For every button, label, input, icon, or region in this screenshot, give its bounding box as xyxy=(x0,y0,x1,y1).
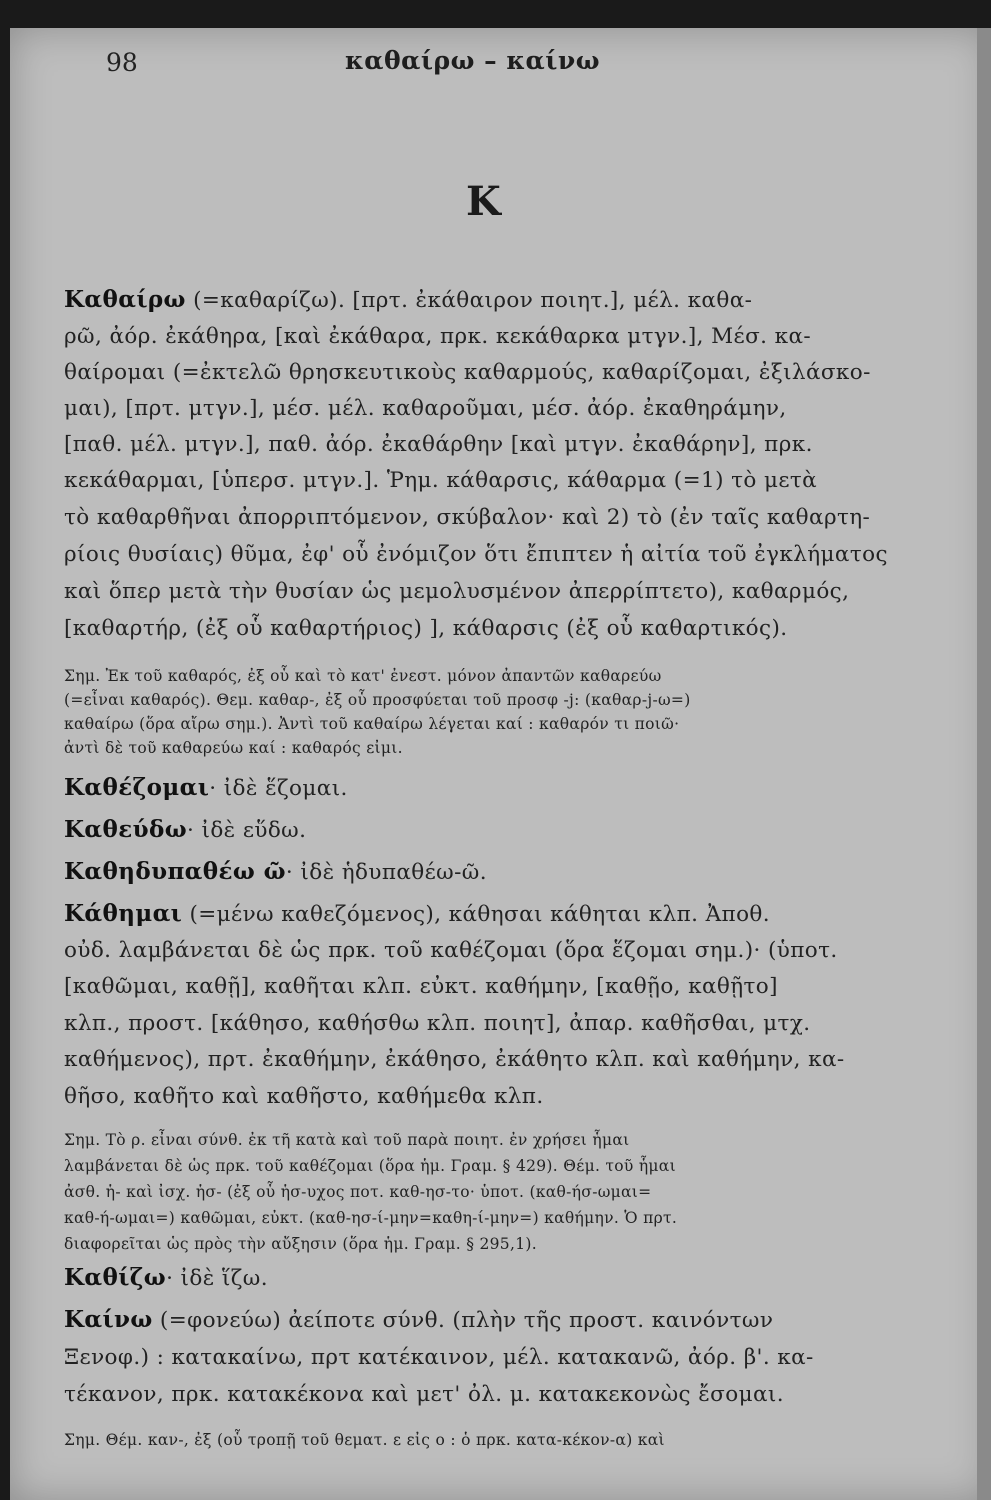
line-text: οὐδ. λαμβάνεται δὲ ὡς πρκ. τοῦ καθέζομαι (ὅρα ἕζομαι σημ.)· (ὑποτ. xyxy=(64,938,838,963)
headword: Καθίζω xyxy=(64,1264,167,1291)
line-text: καθ-ή-ωμαι=) καθῶμαι, εὐκτ. (καθ-ησ-ί-μην=καθη-ί-μην=) καθήμην. Ὁ πρτ. xyxy=(64,1209,678,1227)
line-text: Σημ. Ἐκ τοῦ καθαρός, ἐξ οὗ καὶ τὸ κατ' ἐνεστ. μόνον ἀπαντῶν καθαρεύω xyxy=(64,667,662,685)
headword: Καίνω xyxy=(64,1306,153,1333)
headword: Καθηδυπαθέω ῶ xyxy=(64,858,286,885)
line-text: ἀντὶ δὲ τοῦ καθαρεύω καί : καθαρός εἰμι. xyxy=(64,739,403,757)
page-number: 98 xyxy=(106,48,138,77)
line-text: θῆσο, καθῆτο καὶ καθῆστο, καθήμεθα κλπ. xyxy=(64,1084,544,1109)
line-text: κεκάθαρμαι, [ὑπερσ. μτγν.]. Ῥημ. κάθαρσις, κάθαρμα (=1) τὸ μετὰ xyxy=(64,468,818,493)
line-text: (=καθαρίζω). [πρτ. ἐκάθαιρον ποιητ.], μέλ. καθα- xyxy=(185,288,753,313)
text-line xyxy=(64,936,904,963)
line-text: κλπ., προστ. [κάθησο, καθήσθω κλπ. ποιητ], ἀπαρ. καθῆσθαι, μτχ. xyxy=(64,1011,811,1036)
note-line xyxy=(64,660,904,687)
line-text: [παθ. μέλ. μτγν.], παθ. ἀόρ. ἐκαθάρθην [καὶ μτγν. ἐκαθάρην], πρκ. xyxy=(64,432,813,457)
text-line xyxy=(64,430,904,457)
line-text: · ἰδὲ εὕδω. xyxy=(187,818,307,843)
text-line xyxy=(64,358,904,385)
line-text: καθήμενος), πρτ. ἐκαθήμην, ἐκάθησο, ἐκάθητο κλπ. καὶ καθήμην, κα- xyxy=(64,1047,845,1072)
line-text: διαφορεῖται ὡς πρὸς τὴν αὔξησιν (ὅρα ἡμ. Γραμ. § 295,1). xyxy=(64,1235,537,1253)
note-line xyxy=(64,1424,904,1451)
text-line xyxy=(64,394,904,421)
headword: Καθεύδω xyxy=(64,816,188,843)
headword: Καθέζομαι xyxy=(64,774,210,801)
line-text: ρῶ, ἀόρ. ἐκάθηρα, [καὶ ἐκάθαρα, πρκ. κεκάθαρκα μτγν.], Μέσ. κα- xyxy=(64,324,812,349)
line-text: λαμβάνεται δὲ ὡς πρκ. τοῦ καθέζομαι (ὅρα ἡμ. Γραμ. § 429). Θέμ. τοῦ ἧμαι xyxy=(64,1157,676,1175)
headword: Καθαίρω xyxy=(64,286,186,313)
entry-line xyxy=(64,858,904,885)
section-letter: Κ xyxy=(466,178,501,225)
note-line xyxy=(64,1124,904,1151)
entry-line xyxy=(64,816,904,843)
line-text: Ξενοφ.) : κατακαίνω, πρτ κατέκαινον, μέλ. κατακανῶ, ἀόρ. β'. κα- xyxy=(64,1345,814,1370)
line-text: καὶ ὅπερ μετὰ τὴν θυσίαν ὡς μεμολυσμένον ἀπερρίπτετο), καθαρμός, xyxy=(64,579,850,604)
text-line xyxy=(64,1343,904,1370)
line-text: [καθῶμαι, καθῇ], καθῆται κλπ. εὐκτ. καθήμην, [καθῇο, καθῇτο] xyxy=(64,974,778,999)
note-line xyxy=(64,732,904,759)
line-text: ἀσθ. ἡ- καὶ ἰσχ. ἡσ- (ἐξ οὗ ἡσ-υχος ποτ. καθ-ησ-το· ὑποτ. (καθ-ήσ-ωμαι= xyxy=(64,1183,652,1201)
text-line xyxy=(64,503,904,530)
note-line xyxy=(64,1150,904,1177)
text-line xyxy=(64,972,904,999)
text-line xyxy=(64,614,904,641)
line-text: (=εἶναι καθαρός). Θεμ. καθαρ-, ἐξ οὗ προσφύεται τοῦ προσφ -j: (καθαρ-j-ω=) xyxy=(64,691,691,709)
text-line xyxy=(64,322,904,349)
headword: Κάθημαι xyxy=(64,900,183,927)
text-line xyxy=(64,1380,904,1407)
entry-line xyxy=(64,1264,904,1291)
note-line xyxy=(64,1202,904,1229)
note-line xyxy=(64,1228,904,1255)
text-line xyxy=(64,1306,904,1333)
line-text: μαι), [πρτ. μτγν.], μέσ. μέλ. καθαροῦμαι, μέσ. ἀόρ. ἐκαθηράμην, xyxy=(64,396,787,421)
text-line xyxy=(64,900,904,927)
page-edge-shadow xyxy=(977,28,991,1500)
line-text: [καθαρτήρ, (ἐξ οὗ καθαρτήριος) ], κάθαρσις (ἐξ οὗ καθαρτικός). xyxy=(64,616,788,641)
line-text: τέκανον, πρκ. κατακέκονα καὶ μετ' ὀλ. μ. κατακεκονὼς ἔσομαι. xyxy=(64,1382,784,1407)
line-text: τὸ καθαρθῆναι ἀπορριπτόμενον, σκύβαλον· καὶ 2) τὸ (ἐν ταῖς καθαρτη- xyxy=(64,505,871,530)
entry-line xyxy=(64,774,904,801)
line-text: θαίρομαι (=ἐκτελῶ θρησκευτικοὺς καθαρμούς, καθαρίζομαι, ἐξιλάσκο- xyxy=(64,360,871,385)
note-line xyxy=(64,1176,904,1203)
text-line xyxy=(64,1045,904,1072)
note-line xyxy=(64,708,904,735)
line-text: · ἰδὲ ἕζομαι. xyxy=(209,776,348,801)
line-text: ρίοις θυσίαις) θῦμα, ἐφ' οὗ ἐνόμιζον ὅτι ἔπιπτεν ἡ αἰτία τοῦ ἐγκλήματος xyxy=(64,542,888,567)
line-text: (=φονεύω) ἀείποτε σύνθ. (πλὴν τῆς προστ. καινόντων xyxy=(152,1308,774,1333)
line-text: Σημ. Τὸ ρ. εἶναι σύνθ. ἐκ τῆ κατὰ καὶ τοῦ παρὰ ποιητ. ἐν χρήσει ἧμαι xyxy=(64,1131,630,1149)
text-line xyxy=(64,286,904,313)
text-line xyxy=(64,540,904,567)
line-text: καθαίρω (ὅρα αἴρω σημ.). Ἀντὶ τοῦ καθαίρω λέγεται καί : καθαρόν τι ποιῶ· xyxy=(64,715,680,733)
text-line xyxy=(64,1009,904,1036)
note-line xyxy=(64,684,904,711)
running-head: καθαίρω – καίνω xyxy=(345,46,601,75)
text-line xyxy=(64,466,904,493)
line-text: (=μένω καθεζόμενος), κάθησαι κάθηται κλπ. Ἀποθ. xyxy=(182,902,771,927)
text-line xyxy=(64,1082,904,1109)
line-text: · ἰδὲ ἡδυπαθέω-ῶ. xyxy=(285,860,487,885)
line-text: Σημ. Θέμ. καν-, ἐξ (οὗ τροπῇ τοῦ θεματ. ε εἰς ο : ὁ πρκ. κατα-κέκον-α) καὶ xyxy=(64,1431,665,1449)
text-line xyxy=(64,577,904,604)
line-text: · ἰδὲ ἵζω. xyxy=(166,1266,268,1291)
